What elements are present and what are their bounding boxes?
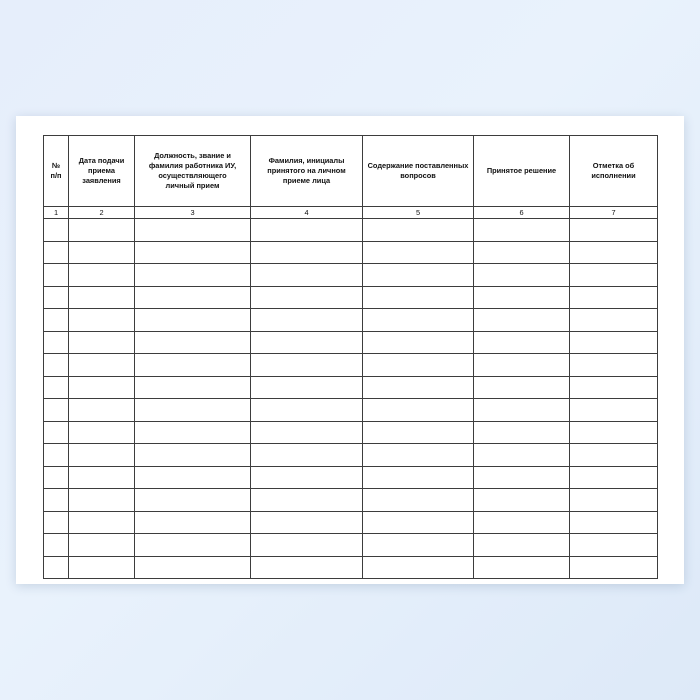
table-cell-empty <box>474 466 570 489</box>
document-page <box>16 116 684 584</box>
table-cell-empty <box>251 331 363 354</box>
table-cell-empty <box>363 511 474 534</box>
column-number-cell: 3 <box>135 207 251 219</box>
table-cell-empty <box>251 376 363 399</box>
header-line: вопросов <box>400 171 436 180</box>
table-cell-empty <box>135 399 251 422</box>
table-cell-empty <box>251 309 363 332</box>
table-cell-empty <box>474 421 570 444</box>
table-row <box>44 399 658 422</box>
table-row <box>44 489 658 512</box>
table-cell-empty <box>363 309 474 332</box>
table-cell-empty <box>251 286 363 309</box>
table-cell-empty <box>474 264 570 287</box>
header-line: Содержание поставленных <box>367 161 469 171</box>
table-cell-empty <box>69 241 135 264</box>
table-cell-empty <box>135 331 251 354</box>
table-row <box>44 264 658 287</box>
column-number-cell: 7 <box>570 207 658 219</box>
table-cell-empty <box>69 264 135 287</box>
table-cell-empty <box>44 264 69 287</box>
journal-table <box>43 135 658 579</box>
table-body <box>44 207 658 219</box>
table-cell-empty <box>69 421 135 444</box>
table-cell-empty <box>44 466 69 489</box>
column-number-cell: 1 <box>44 207 69 219</box>
table-cell-empty <box>251 489 363 512</box>
header-line: приема <box>87 166 115 175</box>
table-cell-empty <box>474 219 570 242</box>
table-cell-empty <box>570 286 658 309</box>
header-line: Должность, звание и <box>154 151 231 161</box>
column-header-execution-mark <box>570 136 658 207</box>
table-cell-empty <box>135 466 251 489</box>
column-number-cell: 4 <box>251 207 363 219</box>
column-header-officer <box>135 136 251 207</box>
table-row <box>44 511 658 534</box>
table-cell-empty <box>135 534 251 557</box>
table-cell-empty <box>570 354 658 377</box>
column-header-questions <box>363 136 474 207</box>
column-number-cell: 6 <box>474 207 570 219</box>
table-cell-empty <box>135 309 251 332</box>
table-cell-empty <box>570 309 658 332</box>
table-cell-empty <box>69 399 135 422</box>
table-cell-empty <box>135 421 251 444</box>
table-cell-empty <box>69 286 135 309</box>
table-cell-empty <box>363 241 474 264</box>
table-cell-empty <box>570 556 658 579</box>
table-cell-empty <box>44 421 69 444</box>
table-cell-empty <box>363 399 474 422</box>
table-cell-empty <box>69 511 135 534</box>
table-cell-empty <box>363 444 474 467</box>
table-cell-empty <box>251 556 363 579</box>
table-cell-empty <box>69 331 135 354</box>
header-line: № <box>51 161 61 171</box>
header-line: исполнении <box>591 171 636 180</box>
table-cell-empty <box>251 444 363 467</box>
table-cell-empty <box>251 421 363 444</box>
header-line: приеме лица <box>282 175 331 185</box>
blank-rows-body <box>44 219 658 579</box>
table-cell-empty <box>363 331 474 354</box>
table-cell-empty <box>474 376 570 399</box>
table-cell-empty <box>570 219 658 242</box>
table-cell-empty <box>44 511 69 534</box>
table-cell-empty <box>251 399 363 422</box>
table-row <box>44 286 658 309</box>
table-row <box>44 241 658 264</box>
table-cell-empty <box>363 286 474 309</box>
table-cell-empty <box>69 376 135 399</box>
table-cell-empty <box>474 399 570 422</box>
table-cell-empty <box>570 489 658 512</box>
table-row <box>44 466 658 489</box>
table-cell-empty <box>570 331 658 354</box>
column-number-cell: 2 <box>69 207 135 219</box>
table-cell-empty <box>69 489 135 512</box>
table-cell-empty <box>570 466 658 489</box>
table-cell-empty <box>363 264 474 287</box>
table-cell-empty <box>363 489 474 512</box>
table-cell-empty <box>474 309 570 332</box>
table-cell-empty <box>135 219 251 242</box>
table-row <box>44 331 658 354</box>
header-line: личный прием <box>165 180 220 190</box>
table-cell-empty <box>69 354 135 377</box>
table-cell-empty <box>570 534 658 557</box>
table-cell-empty <box>69 556 135 579</box>
table-cell-empty <box>570 241 658 264</box>
table-cell-empty <box>44 286 69 309</box>
table-cell-empty <box>363 556 474 579</box>
table-cell-empty <box>570 399 658 422</box>
table-cell-empty <box>135 489 251 512</box>
table-cell-empty <box>363 354 474 377</box>
table-cell-empty <box>44 331 69 354</box>
table-cell-empty <box>474 511 570 534</box>
table-cell-empty <box>44 354 69 377</box>
table-cell-empty <box>251 534 363 557</box>
table-cell-empty <box>363 421 474 444</box>
table-cell-empty <box>135 241 251 264</box>
header-line: Принятое решение <box>486 166 557 175</box>
table-cell-empty <box>135 354 251 377</box>
table-cell-empty <box>69 534 135 557</box>
table-cell-empty <box>44 444 69 467</box>
header-line: осуществляющего <box>158 171 227 180</box>
table-cell-empty <box>44 219 69 242</box>
journal-table-container <box>43 135 657 579</box>
table-cell-empty <box>474 556 570 579</box>
header-line: фамилия работника ИУ, <box>148 161 237 171</box>
column-header-visitor-name <box>251 136 363 207</box>
table-row <box>44 354 658 377</box>
column-header-decision <box>474 136 570 207</box>
table-row <box>44 534 658 557</box>
table-cell-empty <box>474 444 570 467</box>
table-row <box>44 309 658 332</box>
table-cell-empty <box>474 489 570 512</box>
header-line: Отметка об <box>592 161 635 171</box>
table-cell-empty <box>251 241 363 264</box>
header-line: Дата подачи <box>78 156 125 166</box>
table-cell-empty <box>69 444 135 467</box>
table-cell-empty <box>135 511 251 534</box>
table-row <box>44 421 658 444</box>
table-row <box>44 219 658 242</box>
table-cell-empty <box>570 264 658 287</box>
table-cell-empty <box>251 466 363 489</box>
table-cell-empty <box>570 376 658 399</box>
table-cell-empty <box>44 489 69 512</box>
header-line: принятого на личном <box>267 166 346 175</box>
table-cell-empty <box>135 556 251 579</box>
table-cell-empty <box>474 331 570 354</box>
table-cell-empty <box>135 264 251 287</box>
column-number-row <box>44 207 658 219</box>
table-cell-empty <box>474 354 570 377</box>
table-cell-empty <box>363 466 474 489</box>
table-cell-empty <box>251 264 363 287</box>
table-cell-empty <box>363 219 474 242</box>
table-cell-empty <box>44 399 69 422</box>
table-row <box>44 556 658 579</box>
table-cell-empty <box>69 309 135 332</box>
table-cell-empty <box>474 534 570 557</box>
table-cell-empty <box>363 534 474 557</box>
table-cell-empty <box>474 286 570 309</box>
table-cell-empty <box>44 556 69 579</box>
table-cell-empty <box>44 534 69 557</box>
table-cell-empty <box>251 354 363 377</box>
table-cell-empty <box>44 241 69 264</box>
header-line: Фамилия, инициалы <box>268 156 345 166</box>
header-line: заявления <box>82 175 121 185</box>
table-header <box>44 136 658 207</box>
table-cell-empty <box>251 511 363 534</box>
column-header-application-date <box>69 136 135 207</box>
table-row <box>44 444 658 467</box>
table-cell-empty <box>570 444 658 467</box>
header-line: п/п <box>50 171 62 180</box>
table-cell-empty <box>363 376 474 399</box>
table-cell-empty <box>135 286 251 309</box>
header-row <box>44 136 658 207</box>
table-cell-empty <box>570 421 658 444</box>
table-cell-empty <box>570 511 658 534</box>
column-number-cell: 5 <box>363 207 474 219</box>
column-header-number <box>44 136 69 207</box>
table-cell-empty <box>44 309 69 332</box>
table-cell-empty <box>69 466 135 489</box>
table-cell-empty <box>474 241 570 264</box>
table-cell-empty <box>69 219 135 242</box>
table-cell-empty <box>135 376 251 399</box>
table-cell-empty <box>44 376 69 399</box>
table-row <box>44 376 658 399</box>
table-cell-empty <box>251 219 363 242</box>
table-cell-empty <box>135 444 251 467</box>
